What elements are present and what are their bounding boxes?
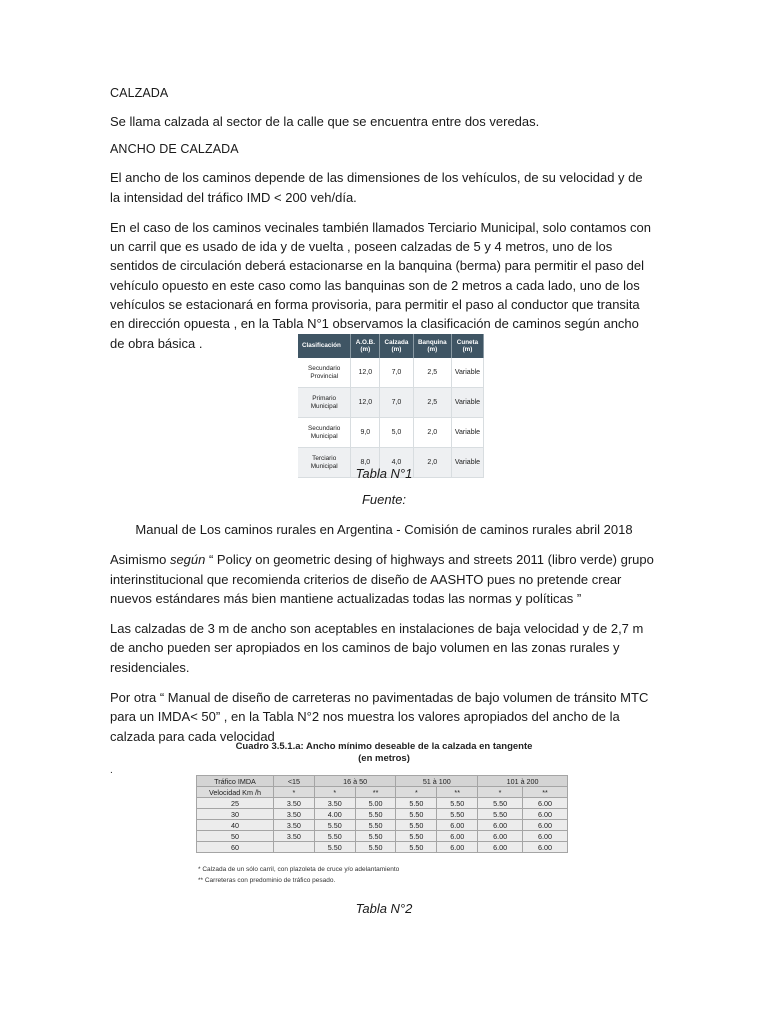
table-2-subheader: Velocidad Km /h (197, 787, 274, 798)
table-cell: 8,0 (351, 448, 380, 478)
table-cell: 3.50 (274, 809, 315, 820)
asimismo-segun: según (169, 552, 206, 568)
table-2-notes (198, 864, 399, 886)
table-cell: 2,5 (413, 358, 451, 388)
table-row (197, 798, 568, 809)
table-cell: 6.00 (478, 831, 523, 842)
table-cell: 25 (197, 798, 274, 809)
table-cell: Variable (451, 358, 483, 388)
table-cell: 5.50 (314, 831, 355, 842)
table-cell: 5.50 (314, 842, 355, 853)
table-2-header: 101 à 200 (478, 776, 568, 787)
table-cell: 50 (197, 831, 274, 842)
table-1-header: Calzada (m) (380, 334, 413, 358)
caption-fuente-container (0, 492, 768, 507)
table-cell: 4.00 (314, 809, 355, 820)
table-1-wrapper (298, 334, 484, 478)
table-2-header-row-1 (197, 776, 568, 787)
table-cell: 6.00 (523, 842, 568, 853)
table-cell: 5.50 (355, 842, 396, 853)
table-cell: 3.50 (274, 820, 315, 831)
caption-tabla-2: Tabla N°2 (355, 901, 413, 916)
table-2-title-line-1: Cuadro 3.5.1.a: Ancho mínimo deseable de la calzada en tangente (235, 741, 533, 752)
table-cell: Variable (451, 418, 483, 448)
table-cell: 6.00 (523, 809, 568, 820)
table-2-header: Tráfico IMDA (197, 776, 274, 787)
table-cell: Variable (451, 388, 483, 418)
table-cell: 3.50 (274, 831, 315, 842)
table-cell: 5.50 (396, 809, 437, 820)
table-2-subheader: * (396, 787, 437, 798)
table-2 (196, 775, 568, 853)
table-row (197, 809, 568, 820)
table-cell (274, 842, 315, 853)
table-cell: 2,5 (413, 388, 451, 418)
heading-calzada: CALZADA (110, 86, 169, 100)
table-cell: 5.50 (355, 809, 396, 820)
table-cell: 5.50 (478, 798, 523, 809)
table-row (197, 842, 568, 853)
table-cell: 6.00 (437, 842, 478, 853)
table-cell: 30 (197, 809, 274, 820)
table-row (298, 388, 484, 418)
table-1-header: A.O.B. (m) (351, 334, 380, 358)
table-cell: 5.50 (396, 831, 437, 842)
asimismo-rest: “ Policy on geometric desing of highways and streets 2011 (libro verde) grupo interinstitucional que recomienda criterios de diseño de AASHTO pues no pretende crear nuevos estándares más bien mantiene actualizadas todas las normas y políticas ” (110, 552, 654, 606)
paragraph-manual-source: Manual de Los caminos rurales en Argentina - Comisión de caminos rurales abril 2018 (135, 522, 633, 537)
table-cell: 3.50 (314, 798, 355, 809)
lower-text-block (110, 520, 658, 753)
table-1-header: Banquina (m) (413, 334, 451, 358)
table-cell: 5.50 (437, 809, 478, 820)
paragraph-por-otra: Por otra “ Manual de diseño de carreteras no pavimentadas de bajo volumen de tránsito MTC para un IMDA< 50” , en la Tabla N°2 nos muestra los valores apropiados del ancho de la calzada para cada velocidad (110, 690, 649, 744)
table-2-subheader: ** (437, 787, 478, 798)
table-1-header: Clasificación (298, 334, 351, 358)
table-2-subheader: ** (355, 787, 396, 798)
table-cell: 4,0 (380, 448, 413, 478)
table-cell: 2,0 (413, 418, 451, 448)
table-cell: 7,0 (380, 388, 413, 418)
table-cell: 12,0 (351, 358, 380, 388)
table-2-subheader: * (274, 787, 315, 798)
table-1-header: Cuneta (m) (451, 334, 483, 358)
table-2-header: 51 à 100 (396, 776, 478, 787)
table-cell: 5.50 (437, 798, 478, 809)
table-cell: Secundario Provincial (298, 358, 351, 388)
table-cell: 6.00 (437, 820, 478, 831)
table-cell: Primario Municipal (298, 388, 351, 418)
stray-dot: . (110, 765, 113, 776)
table-cell: 6.00 (523, 820, 568, 831)
table-cell: Secundario Municipal (298, 418, 351, 448)
asimismo-prefix: Asimismo (110, 552, 170, 568)
table-2-subheader: ** (523, 787, 568, 798)
table-cell: 6.00 (523, 798, 568, 809)
table-2-subheader: * (478, 787, 523, 798)
table-2-title-line-2: (en metros) (358, 753, 410, 764)
heading-ancho-calzada: ANCHO DE CALZADA (110, 142, 239, 157)
table-cell: Terciario Municipal (298, 448, 351, 478)
table-cell: 5.50 (355, 820, 396, 831)
table-2-subheader: * (314, 787, 355, 798)
table-2-note-2: ** Carreteras con predominio de tráfico pesado. (198, 877, 336, 884)
table-cell: 5.50 (396, 842, 437, 853)
table-cell: 6.00 (437, 831, 478, 842)
paragraph-calzadas-3m: Las calzadas de 3 m de ancho son aceptables en instalaciones de baja velocidad y de 2,7 m de ancho pueden ser apropiados en los caminos de bajo volumen en las zonas rurales y residenciales. (110, 621, 644, 675)
paragraph-ancho: El ancho de los caminos depende de las dimensiones de los vehículos, de su velocidad y de la intensidad del tráfico IMD < 200 veh/día. (110, 170, 643, 205)
table-cell: 5.50 (396, 820, 437, 831)
caption-fuente: Fuente: (361, 492, 407, 507)
table-row (197, 831, 568, 842)
paragraph-caminos-vecinales: En el caso de los caminos vecinales también llamados Terciario Municipal, solo contamos con un carril que es usado de ida y de vuelta , poseen calzadas de 5 y 4 metros, uno de los sentidos de circulación deberá estacionarse en la banquina (berma) para permitir el paso del vehículo opuesto en este caso como las banquinas son de 2 metros a cada lado, uno de los vehículos se estacionará en forma provisoria, para permitir el paso al conductor que transita en dirección opuesta , en la Tabla N°1 observamos la clasificación de caminos según ancho de obra básica . (110, 219, 651, 351)
table-2-header: 16 à 50 (314, 776, 396, 787)
caption-tabla-1: Tabla N°1 (355, 466, 413, 481)
table-cell: 6.00 (478, 842, 523, 853)
caption-tabla-1-container (0, 466, 768, 481)
table-cell: 7,0 (380, 358, 413, 388)
table-cell: 40 (197, 820, 274, 831)
table-row (298, 358, 484, 388)
table-1 (298, 334, 484, 478)
table-2-header-row-2 (197, 787, 568, 798)
table-cell: 9,0 (351, 418, 380, 448)
table-cell: 5,0 (380, 418, 413, 448)
table-cell: 5.00 (355, 798, 396, 809)
table-cell: 3.50 (274, 798, 315, 809)
table-cell: 2,0 (413, 448, 451, 478)
caption-tabla-2-container (0, 901, 768, 916)
paragraph-calzada: Se llama calzada al sector de la calle que se encuentra entre dos veredas. (110, 114, 540, 129)
table-cell: 12,0 (351, 388, 380, 418)
table-cell: 6.00 (478, 820, 523, 831)
table-row (298, 418, 484, 448)
paragraph-asimismo (110, 550, 658, 608)
table-cell: 5.50 (355, 831, 396, 842)
table-cell: 5.50 (314, 820, 355, 831)
table-2-note-1: * Calzada de un sólo carril, con plazoleta de cruce y/o adelantamiento (198, 866, 400, 873)
table-cell: 5.50 (478, 809, 523, 820)
table-cell: Variable (451, 448, 483, 478)
table-cell: 60 (197, 842, 274, 853)
table-2-header: <15 (274, 776, 315, 787)
table-cell: 5.50 (396, 798, 437, 809)
table-2-title (196, 741, 572, 765)
table-1-header-row (298, 334, 484, 358)
document-body (110, 86, 655, 360)
table-cell: 6.00 (523, 831, 568, 842)
table-row (197, 820, 568, 831)
